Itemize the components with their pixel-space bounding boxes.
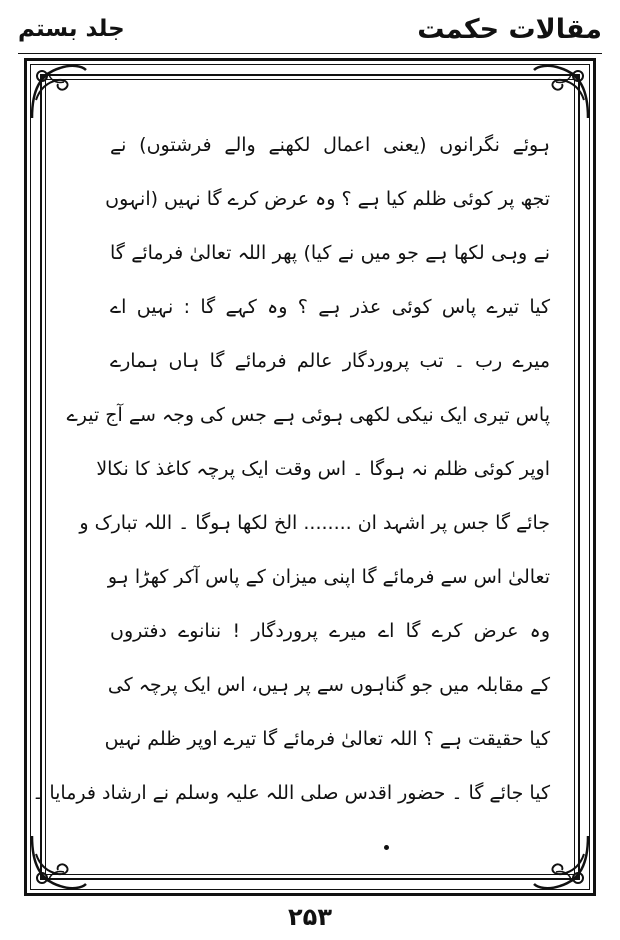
text-line: جائے گا جس پر اشہد ان ........ الخ لکھا ہوگا ۔ اللہ تبارک و	[79, 512, 550, 534]
body-text	[32, 118, 550, 820]
text-line: کیا تیرے پاس کوئی عذر ہے ؟ وہ کہے گا : نہیں اے	[110, 296, 550, 318]
text-line: تجھ پر کوئی ظلم کیا ہے ؟ وہ عرض کرے گا نہیں (انہوں	[105, 188, 550, 210]
page-number: ۲۵۳	[288, 903, 332, 931]
header-rule	[18, 53, 602, 54]
text-line: اوپر کوئی ظلم نہ ہوگا ۔ اس وقت ایک پرچہ کاغذ کا نکالا	[96, 458, 550, 480]
page-header	[18, 6, 602, 54]
text-line: کیا حقیقت ہے ؟ اللہ تعالیٰ فرمائے گا تیرے اوپر ظلم نہیں	[104, 728, 550, 750]
volume-label: جلد بستم	[18, 16, 125, 42]
text-line: ہوئے نگرانوں (یعنی اعمال لکھنے والے فرشتوں) نے	[110, 134, 550, 156]
text-line: کیا جائے گا ۔ حضور اقدس صلی اللہ علیہ وسلم نے ارشاد فرمایا ۔	[32, 782, 550, 804]
text-line: نے وہی لکھا ہے جو میں نے کیا) پھر اللہ تعالیٰ فرمائے گا	[110, 242, 550, 264]
corner-ornament-icon	[26, 60, 90, 124]
text-line: پاس تیری ایک نیکی لکھی ہوئی ہے جس کی وجہ سے آج تیرے	[66, 404, 550, 426]
book-title: مقالات حکمت	[417, 14, 602, 45]
text-line: کے مقابلہ میں جو گناہوں سے پر ہیں، اس ایک پرچہ کی	[107, 674, 550, 696]
corner-ornament-icon	[530, 60, 594, 124]
text-line: وہ عرض کرے گا اے میرے پروردگار ! ننانوے دفتروں	[110, 620, 550, 642]
text-line: تعالیٰ اس سے فرمائے گا اپنی میزان کے پاس آکر کھڑا ہو	[107, 566, 550, 588]
corner-ornament-icon	[530, 830, 594, 894]
corner-ornament-icon	[26, 830, 90, 894]
text-line: میرے رب ۔ تب پروردگار عالم فرمائے گا ہاں ہمارے	[110, 350, 550, 372]
ink-dot	[384, 845, 389, 850]
